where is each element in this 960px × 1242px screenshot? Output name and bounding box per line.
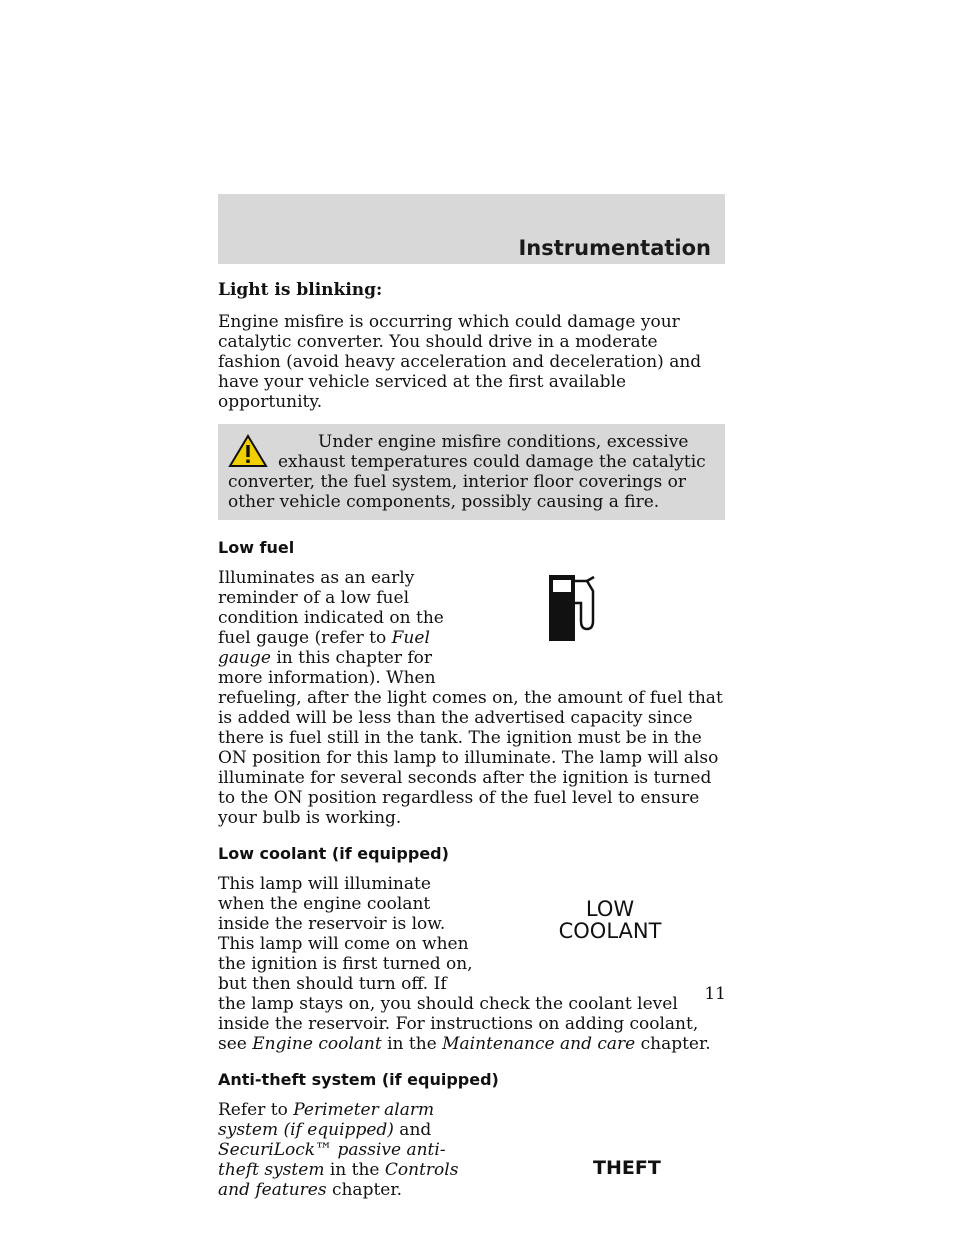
theft-figure xyxy=(475,1100,725,1200)
low-fuel-text-1: Illuminates as an early reminder of a low fuel condition indicated on the fuel gauge (refer to xyxy=(218,568,444,648)
engine-coolant-ref: Engine coolant xyxy=(252,1034,382,1054)
page-content xyxy=(218,274,725,1212)
low-coolant-text-1: This lamp will illuminate when the engine coolant inside the reservoir is low. This lamp will come on when the ignition is first turned on, but then should turn off. If the lamp stays on, you should check the coolant level inside the reservoir. For instructions on adding coolant, see xyxy=(218,874,699,1054)
blinking-paragraph: Engine misfire is occurring which could damage your catalytic converter. You should drive in a moderate fashion (avoid heavy acceleration and deceleration) and have your vehicle serviced at the first available opportunity. xyxy=(218,312,702,412)
indicator-line-1: LOW xyxy=(585,897,635,921)
theft-indicator: THEFT xyxy=(593,1157,661,1179)
section-title: Instrumentation xyxy=(518,236,711,260)
perimeter-alarm-ref: Perimeter alarm system (if equipped) xyxy=(218,1100,435,1140)
controls-features-ref: Controls and features xyxy=(218,1160,459,1200)
fuel-gauge-ref: Fuel gauge xyxy=(218,628,430,668)
low-coolant-heading: Low coolant (if equipped) xyxy=(218,844,449,863)
securilock-ref: SecuriLock™ passive anti-theft system xyxy=(218,1140,446,1180)
anti-theft-heading: Anti-theft system (if equipped) xyxy=(218,1070,499,1089)
indicator-line-2: COOLANT xyxy=(558,919,662,943)
anti-theft-text-1: Refer to xyxy=(218,1100,294,1120)
low-coolant-indicator xyxy=(555,898,665,942)
fuel-pump-icon xyxy=(547,573,599,643)
blinking-label: Light is blinking: xyxy=(218,280,383,300)
warning-box xyxy=(218,424,725,520)
low-fuel-heading: Low fuel xyxy=(218,538,295,557)
low-coolant-figure xyxy=(475,874,725,984)
header-band xyxy=(218,194,725,264)
low-coolant-text-3: chapter. xyxy=(635,1034,711,1054)
anti-theft-text-3: in the xyxy=(324,1160,385,1180)
warning-triangle-icon xyxy=(228,434,268,468)
anti-theft-text-4: chapter. xyxy=(326,1180,403,1200)
page-number: 11 xyxy=(704,984,726,1004)
low-fuel-text-2: in this chapter for more information). When refueling, after the light comes on, the amount of fuel that is added will be less than the advertised capacity since there is fuel still in the tank. The ignition must be in the ON position for this lamp to illuminate. The lamp will also illuminate for several seconds after the ignition is turned to the ON position regardless of the fuel level to ensure your bulb is working. xyxy=(218,648,723,828)
low-fuel-figure xyxy=(475,568,725,680)
anti-theft-text-2: and xyxy=(393,1120,432,1140)
maintenance-care-ref: Maintenance and care xyxy=(442,1034,636,1054)
warning-text: Under engine misfire conditions, excessive exhaust temperatures could damage the catalytic converter, the fuel system, interior floor coverings or other vehicle components, possibly causing a fire. xyxy=(228,432,706,512)
low-coolant-text-2: in the xyxy=(381,1034,443,1054)
